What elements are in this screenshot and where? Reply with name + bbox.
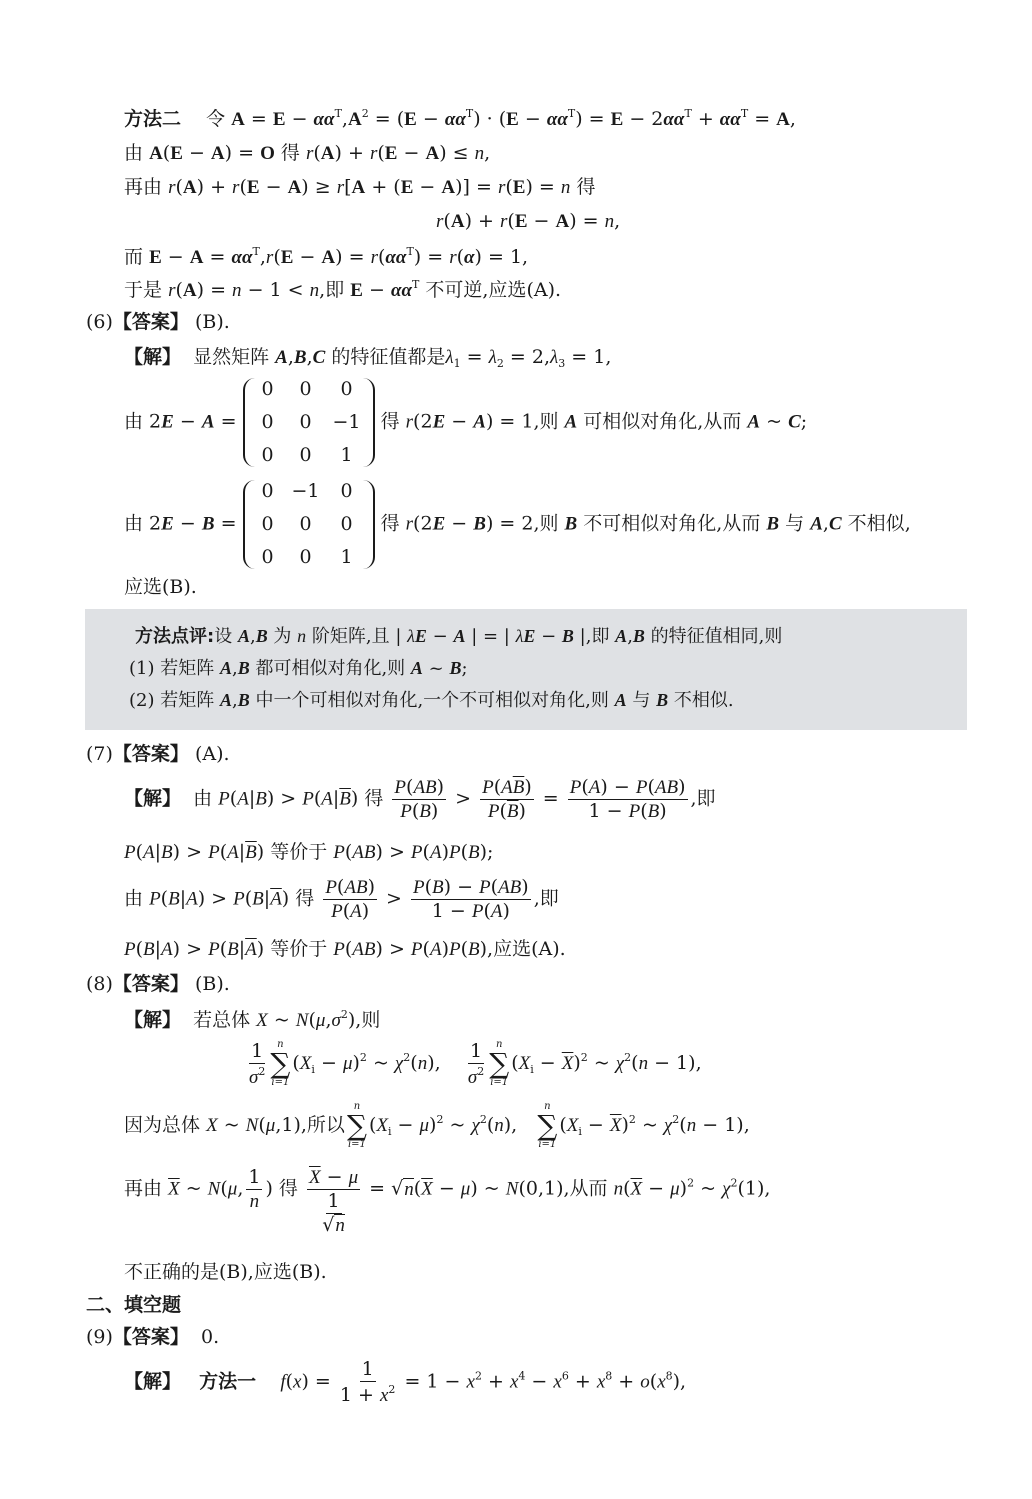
method2-line-5: 而 $E - A = \alpha\alpha^T,r(E - A) = r(\alpha\alpha^T) = r(\alpha) = 1$, [124, 245, 529, 268]
q8-solution-tag: 【解】 [124, 1009, 182, 1031]
q8-answer: (B). [194, 973, 230, 995]
q6-solution-line-4: 应选(B). [124, 576, 197, 598]
matrix-2E-minus-A: 0 0 0 0 0 −1 0 0 1 [243, 378, 375, 467]
q9-solution-tag: 【解】 [124, 1370, 182, 1393]
q7-solution-line-1: 【解】 由 $P(A|B) > P(A|\overline{B})$ 得 $\frac{P(AB)}{P(B)}$ > $\frac{P(A\overline{B})}{P(\overline{B})}$ = $\frac{P(A) - P(AB)}{1 - P(B)}$ ,即 [124, 776, 716, 822]
q8-solution-line-4: 再由 $\overline{X}$ ~ N(μ, $\frac{1}{n}$ ) 得 $\frac{\overline{X} - \mu}{\frac{1}{√n}}$ = $√n(\overline{X} - \mu)$ ~ N(0,1),从而 $n(\overline{X} - \mu)^2$ ~ $\chi^2(1)$, [124, 1166, 771, 1236]
q7-solution-line-2: $P(A|B) > P(A|\overline{B})$ 等价于 P(AB) > P(A)P(B); [124, 841, 494, 863]
q6-answer-line [86, 313, 230, 332]
comment-line-2: (1) 若矩阵 A,B 都可相似对角化,则 A ~ B; [129, 658, 468, 679]
q6-solution-line-1: 【解】 显然矩阵 A,B,C 的特征值都是$\lambda_1 = \lambda_2 = 2,\lambda_3 = 1$, [124, 346, 612, 370]
method2-line-6: 于是 r(A) = n − 1 < n,即 $E - \alpha\alpha^T$ 不可逆,应选(A). [124, 278, 562, 301]
q8-solution-line-5: 不正确的是(B),应选(B). [124, 1261, 327, 1283]
comment-line-1: 方法点评:设 A,B 为 n 阶矩阵,且 | λE − A | = | λE − B |,即 A,B 的特征值相同,则 [135, 626, 783, 647]
method2-line-1: 方法二 令 $A = E - \alpha\alpha^T,A^2 = (E - \alpha\alpha^T) \cdot (E - \alpha\alpha^T) = E - 2\alpha\alpha^T + \alpha\alpha^T = A$, [124, 107, 796, 130]
q7-answer-line [86, 745, 230, 764]
q6-answer-tag: 【答案】 [112, 311, 189, 333]
q9-number: (9) [86, 1326, 113, 1348]
q6-solution-line-3: 由 2E − B = 0 −1 0 0 0 0 0 0 1 得 r(2E − B) = 2,则 B 不可相似对角化,从而 B 与 A,C 不相似, [124, 480, 911, 568]
q8-solution-line-2: $\frac{1}{\sigma^2}$ n ∑ i=1 $(X_i - \mu)^2$ ~ $\chi^2(n)$, $\frac{1}{\sigma^2}$ n ∑ i=1 $(X_i - \overline{X})^2$ ~ $\chi^2(n - 1)$, [249, 1039, 702, 1088]
q9-answer: 0. [201, 1326, 220, 1348]
method2-line-3: 再由 r(A) + r(E − A) ≥ r[A + (E − A)] = r(E) = n 得 [124, 176, 596, 198]
q7-number: (7) [86, 743, 113, 765]
q6-number: (6) [86, 311, 113, 333]
q6-answer: (B). [194, 311, 230, 333]
comment-label: 方法点评: [135, 626, 215, 647]
comment-line-3: (2) 若矩阵 A,B 中一个可相似对角化,一个不可相似对角化,则 A 与 B 不相似. [129, 690, 734, 711]
q7-answer-tag: 【答案】 [112, 743, 189, 765]
q8-solution-line-3: 因为总体 X ~ N(μ,1),所以 n ∑ i=1 $(X_i - \mu)^2$ ~ $\chi^2(n)$, n ∑ i=1 $(X_i - \overline{X})^2$ ~ $\chi^2(n - 1)$, [124, 1101, 750, 1150]
q9-method-label: 方法一 [199, 1370, 257, 1393]
matrix-2E-minus-B: 0 −1 0 0 0 0 0 0 1 [243, 480, 375, 569]
q7-solution-tag: 【解】 [124, 787, 182, 810]
q7-solution-line-3: 由 $P(B|A) > P(B|\overline{A})$ 得 $\frac{P(AB)}{P(A)}$ > $\frac{P(B) - P(AB)}{1 - P(A)}$ ,即 [124, 876, 559, 922]
q9-answer-tag: 【答案】 [112, 1326, 189, 1348]
section-title: 二、填空题 [86, 1294, 182, 1316]
q6-solution-tag: 【解】 [124, 346, 182, 368]
method2-line-4: r(A) + r(E − A) = n, [436, 210, 621, 232]
q8-answer-tag: 【答案】 [112, 973, 189, 995]
q9-answer-line [86, 1328, 219, 1347]
method2-label: 方法二 [124, 108, 182, 130]
q8-number: (8) [86, 973, 113, 995]
q6-solution-line-2: 由 2E − A = 0 0 0 0 0 −1 0 0 1 得 r(2E − A) = 1,则 A 可相似对角化,从而 A ~ C; [124, 378, 808, 466]
method2-line-2: 由 A(E − A) = O 得 r(A) + r(E − A) ≤ n, [124, 142, 491, 164]
q8-answer-line [86, 975, 230, 994]
q9-solution-line-1: 【解】 方法一 f(x) = $\frac{1}{1 + x^2}$ = $1 - x^2 + x^4 - x^6 + x^8 + o(x^8)$, [124, 1358, 687, 1406]
q7-answer: (A). [194, 743, 230, 765]
method-comment-box [85, 609, 967, 730]
q8-solution-line-1: 【解】 若总体 X ~ $N(\mu,\sigma^2)$,则 [124, 1008, 381, 1031]
q7-solution-line-4: $P(B|A) > P(B|\overline{A})$ 等价于 P(AB) > P(A)P(B),应选(A). [124, 938, 566, 960]
